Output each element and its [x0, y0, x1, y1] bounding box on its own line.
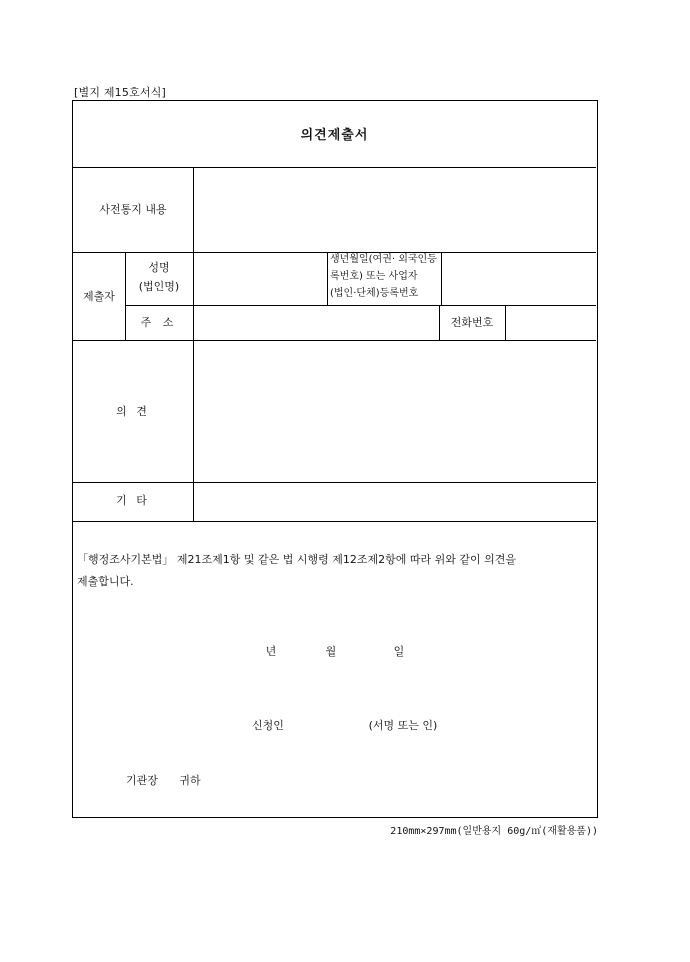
recipient-honorific: 귀하 — [179, 774, 201, 787]
birth-registration-field[interactable] — [442, 253, 596, 305]
name-label: 성명 — [148, 261, 170, 274]
statement-line1: 「행정조사기본법」 제21조제1항 및 같은 법 시행령 제12조제2항에 따라 위와 같이 의견을 — [77, 553, 516, 566]
form-frame — [72, 100, 598, 818]
birth-label-line1: 생년월일(여권· 외국인등 — [330, 254, 437, 265]
opinion-field[interactable] — [194, 341, 596, 482]
birth-label-line2: 록번호) 또는 사업자 — [330, 271, 418, 282]
other-label: 기 타 — [116, 494, 150, 507]
applicant-label: 신청인 — [252, 719, 284, 732]
date-day-label: 일 — [393, 645, 405, 658]
signature-label: (서명 또는 인) — [368, 719, 438, 732]
other-field[interactable] — [194, 483, 596, 520]
date-month-label: 월 — [325, 645, 337, 658]
address-field[interactable] — [194, 306, 439, 340]
phone-label: 전화번호 — [450, 316, 494, 329]
page-title: 의견제출서 — [300, 128, 369, 143]
birth-registration-label — [330, 251, 442, 302]
divider-birth-col — [327, 252, 328, 305]
form-number-label: [별지 제15호서식] — [74, 86, 167, 99]
submitter-label: 제출자 — [83, 290, 115, 303]
date-year-label: 년 — [265, 645, 277, 658]
prior-notice-field[interactable] — [194, 168, 596, 252]
paper-spec-footer: 210mm×297mm(일반용지 60g/㎡(재활용품)) — [390, 826, 598, 837]
phone-field[interactable] — [506, 306, 596, 340]
divider-other — [73, 521, 596, 522]
date-day-field[interactable] — [341, 641, 391, 661]
applicant-name-field[interactable] — [295, 713, 355, 737]
statement-line2: 제출합니다. — [77, 575, 134, 588]
name-field[interactable] — [194, 253, 327, 305]
date-month-field[interactable] — [273, 641, 323, 661]
birth-label-line3: (법인·단체)등록번호 — [330, 288, 419, 299]
corporate-name-label: (법인명) — [138, 280, 180, 293]
submission-statement — [77, 549, 594, 593]
prior-notice-label: 사전통지 내용 — [99, 203, 167, 216]
recipient-title: 기관장 — [126, 774, 158, 787]
opinion-label: 의 견 — [116, 405, 150, 418]
address-label: 주 소 — [140, 316, 178, 329]
